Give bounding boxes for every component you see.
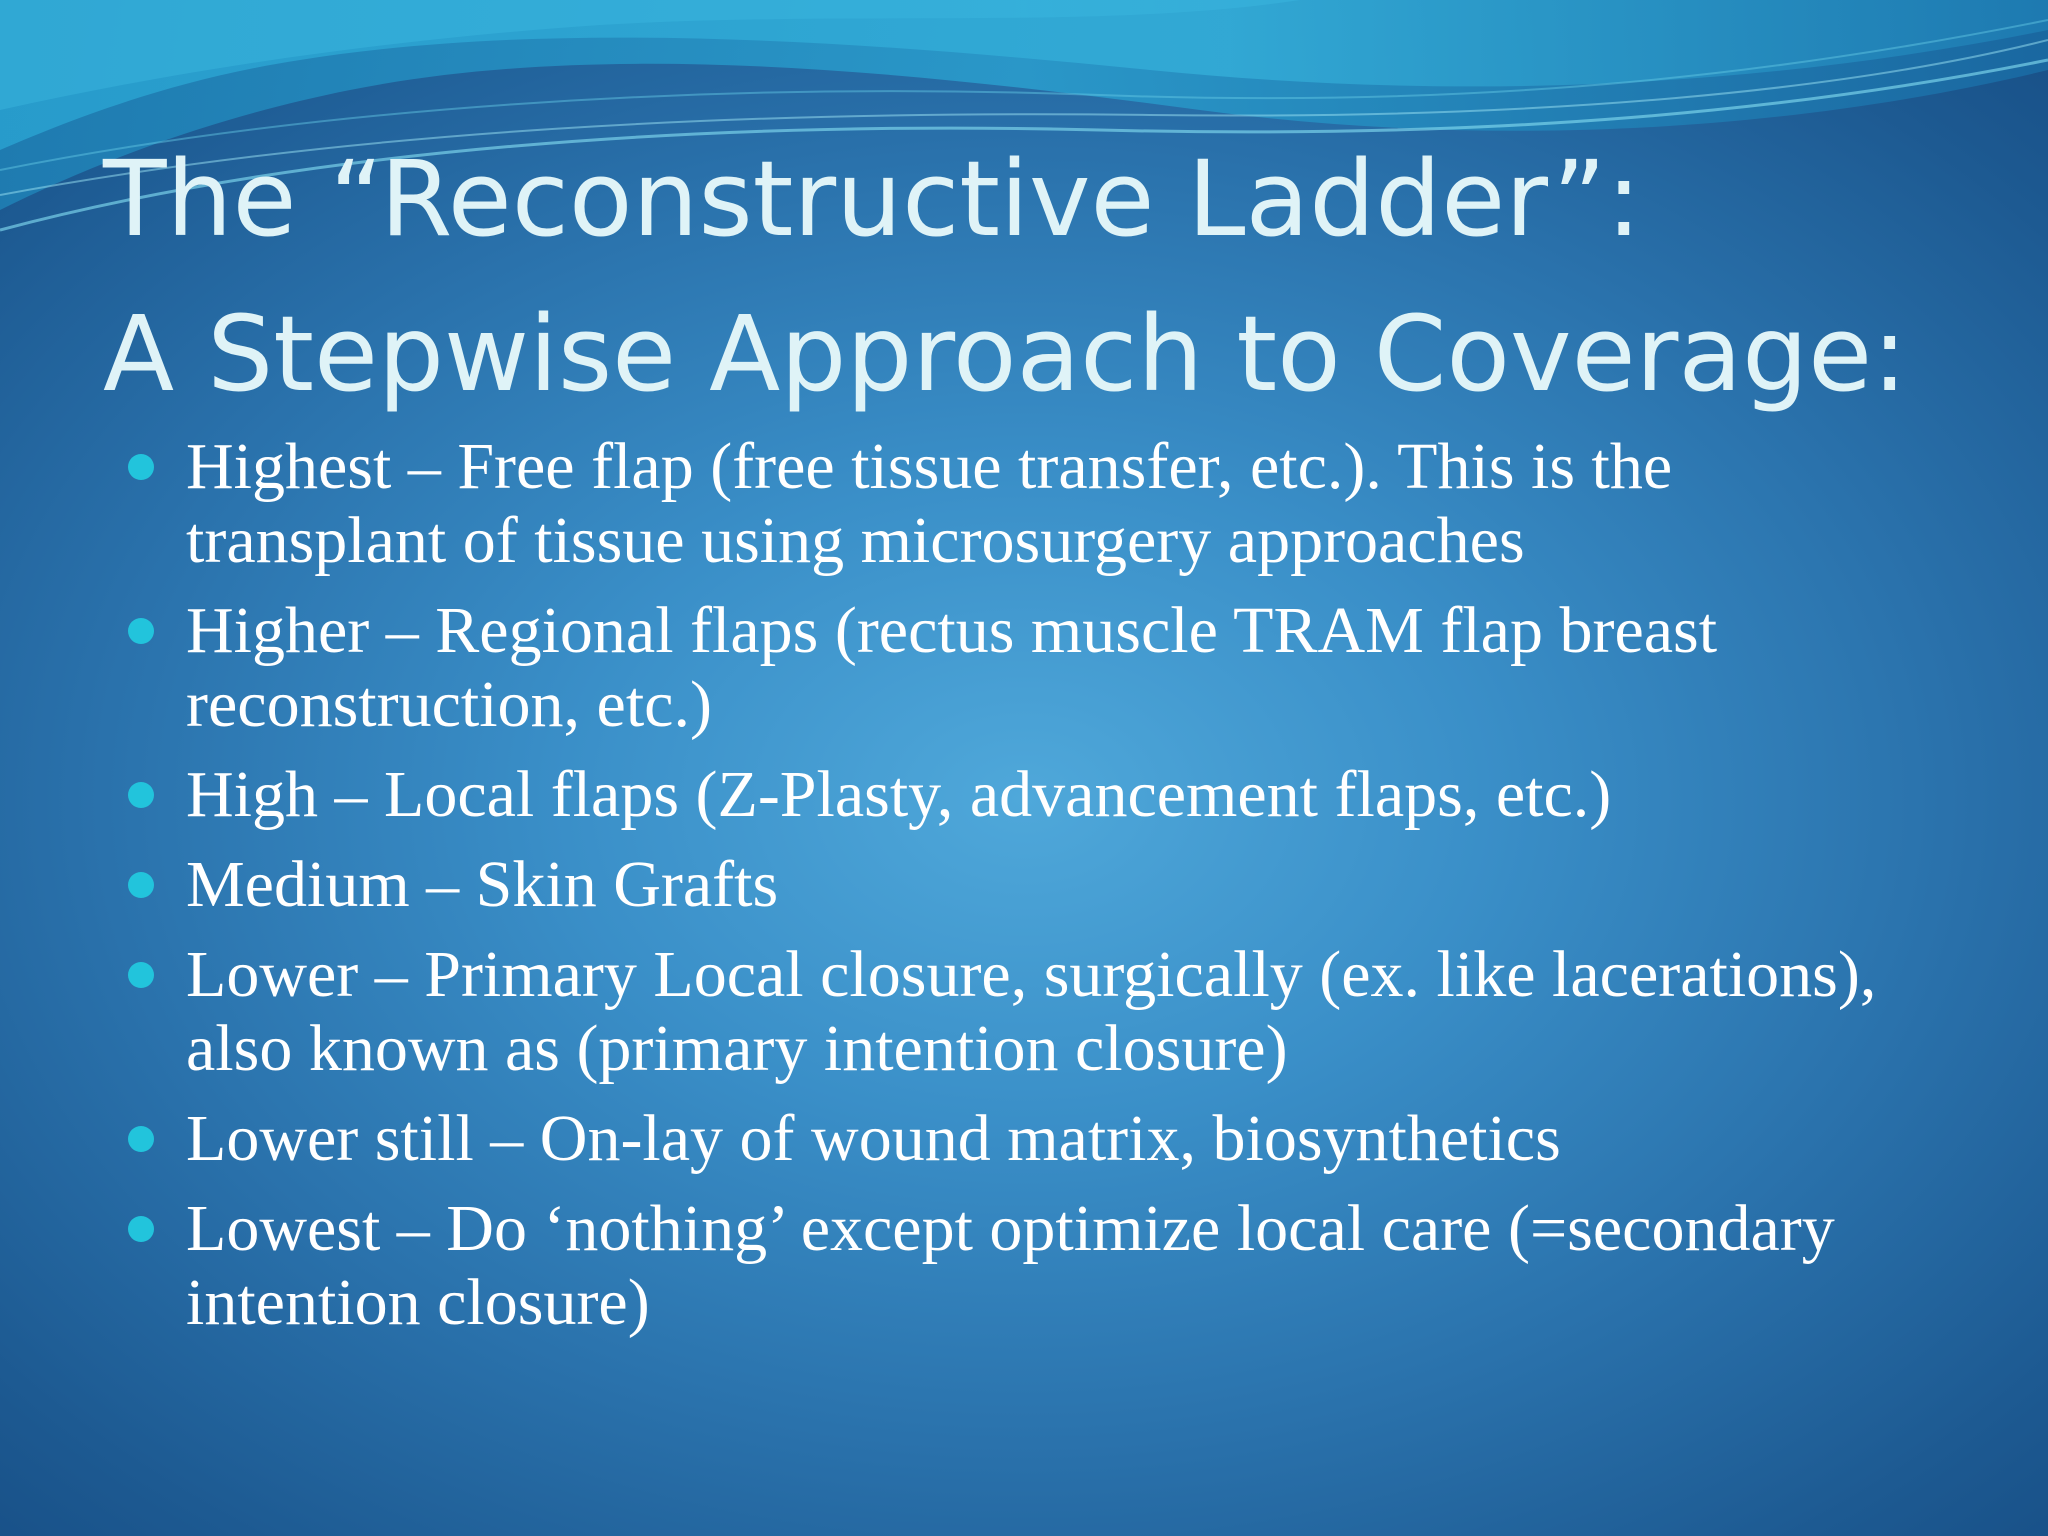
bullet-dot-icon: [128, 962, 154, 988]
bullet-dot-icon: [128, 1216, 154, 1242]
bullet-item-higher: [128, 594, 1928, 742]
bullet-item-high: [128, 758, 1928, 832]
bullet-text: Lower still – On-lay of wound matrix, biosynthetics: [186, 1102, 1561, 1175]
bullet-item-highest: [128, 430, 1928, 578]
bullet-dot-icon: [128, 454, 154, 480]
bullet-dot-icon: [128, 1126, 154, 1152]
bullet-list: [128, 430, 1928, 1356]
slide-title: [103, 122, 2003, 432]
bullet-item-lower-still: [128, 1102, 1928, 1176]
bullet-item-lower: [128, 938, 1928, 1086]
slide-title-line-1: The “Reconstructive Ladder”:: [103, 138, 1642, 260]
slide-title-line-2: A Stepwise Approach to Coverage:: [103, 293, 1908, 415]
bullet-dot-icon: [128, 782, 154, 808]
bullet-item-medium: [128, 848, 1928, 922]
bullet-dot-icon: [128, 872, 154, 898]
bullet-text: Highest – Free flap (free tissue transfer, etc.). This is the transplant of tissue using microsurgery approaches: [186, 430, 1673, 577]
bullet-item-lowest: [128, 1192, 1928, 1340]
bullet-text: Higher – Regional flaps (rectus muscle TRAM flap breast reconstruction, etc.): [186, 594, 1718, 741]
bullet-text: High – Local flaps (Z-Plasty, advancement flaps, etc.): [186, 758, 1612, 831]
bullet-text: Lowest – Do ‘nothing’ except optimize local care (=secondary intention closure): [186, 1192, 1835, 1339]
bullet-text: Medium – Skin Grafts: [186, 848, 779, 921]
bullet-dot-icon: [128, 618, 154, 644]
bullet-text: Lower – Primary Local closure, surgically (ex. like lacerations), also known as (primary intention closure): [186, 938, 1877, 1085]
